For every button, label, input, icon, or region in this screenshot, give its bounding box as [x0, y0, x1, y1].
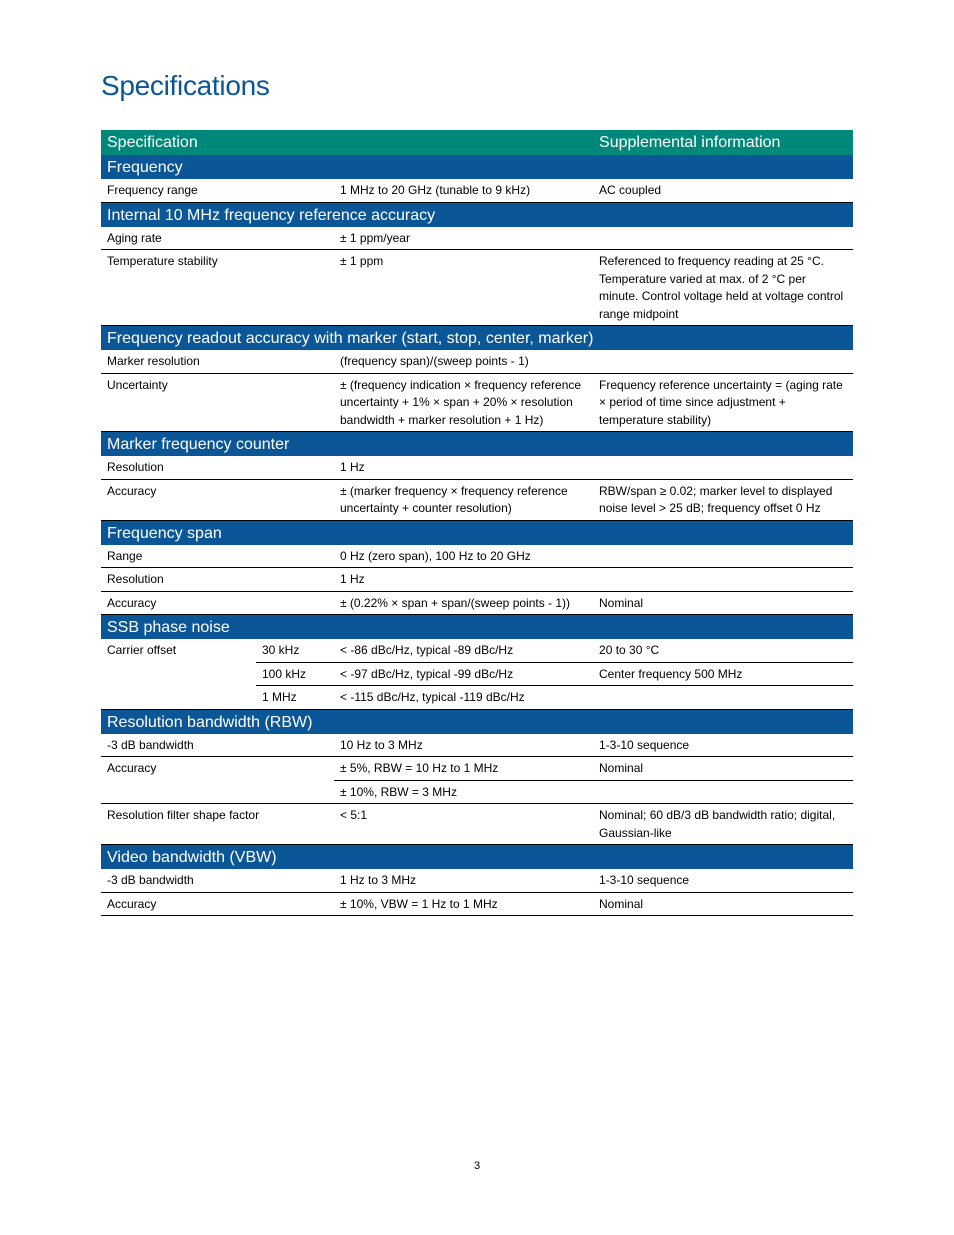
page-title: Specifications: [101, 70, 270, 101]
table-row: [101, 568, 853, 592]
row-label: Accuracy: [101, 591, 334, 615]
table-row: [101, 373, 853, 432]
section-header: [101, 845, 853, 870]
row-label: Temperature stability: [101, 250, 334, 326]
row-value: 10 Hz to 3 MHz: [334, 734, 593, 757]
row-note: Nominal: [593, 591, 853, 615]
row-note: RBW/span ≥ 0.02; marker level to displayed noise level > 25 dB; frequency offset 0 Hz: [593, 479, 853, 520]
row-label: Frequency range: [101, 179, 334, 202]
row-note: Nominal: [593, 892, 853, 916]
row-note: 20 to 30 °C: [593, 639, 853, 662]
row-label: Resolution filter shape factor: [101, 804, 334, 845]
row-value: ± (marker frequency × frequency reference uncertainty + counter resolution): [334, 479, 593, 520]
section-title-vbw: Video bandwidth (VBW): [101, 845, 853, 870]
row-value: 1 Hz: [334, 568, 593, 592]
row-label: Accuracy: [101, 757, 334, 804]
table-row: [101, 869, 853, 892]
row-note: 1-3-10 sequence: [593, 869, 853, 892]
row-note: AC coupled: [593, 179, 853, 202]
table-row: [101, 734, 853, 757]
table-row: [101, 591, 853, 615]
header-supplemental-information: Supplemental information: [593, 130, 853, 155]
row-label: Uncertainty: [101, 373, 334, 432]
header-specification: Specification: [101, 130, 593, 155]
table-row: [101, 456, 853, 479]
row-note: [593, 456, 853, 479]
row-value: < -86 dBc/Hz, typical -89 dBc/Hz: [334, 639, 593, 662]
table-row: [101, 892, 853, 916]
row-note: Referenced to frequency reading at 25 °C. Temperature varied at max. of 2 °C per minute. Control voltage held at voltage control range midpoint: [593, 250, 853, 326]
table-row: [101, 545, 853, 568]
row-label: Range: [101, 545, 334, 568]
section-header: [101, 202, 853, 227]
row-note: [593, 227, 853, 250]
row-value: ± 10%, RBW = 3 MHz: [334, 780, 593, 804]
row-label: Marker resolution: [101, 350, 334, 373]
row-offset: 1 MHz: [256, 686, 334, 710]
row-label: Resolution: [101, 568, 334, 592]
row-value: < -97 dBc/Hz, typical -99 dBc/Hz: [334, 662, 593, 686]
row-value: ± 10%, VBW = 1 Hz to 1 MHz: [334, 892, 593, 916]
section-header: [101, 520, 853, 545]
section-header: [101, 326, 853, 351]
row-value: ± 1 ppm/year: [334, 227, 593, 250]
row-note: Nominal; 60 dB/3 dB bandwidth ratio; digital, Gaussian-like: [593, 804, 853, 845]
row-value: ± 1 ppm: [334, 250, 593, 326]
row-label: Accuracy: [101, 479, 334, 520]
row-note: [593, 350, 853, 373]
row-offset: 30 kHz: [256, 639, 334, 662]
row-value: 1 Hz to 3 MHz: [334, 869, 593, 892]
row-label: -3 dB bandwidth: [101, 734, 334, 757]
row-note: [593, 568, 853, 592]
row-value: ± (frequency indication × frequency reference uncertainty + 1% × span + 20% × resolution bandwidth + marker resolution + 1 Hz): [334, 373, 593, 432]
row-value: 1 MHz to 20 GHz (tunable to 9 kHz): [334, 179, 593, 202]
section-header: [101, 155, 853, 179]
row-note: [593, 545, 853, 568]
row-value: 0 Hz (zero span), 100 Hz to 20 GHz: [334, 545, 593, 568]
table-row: [101, 479, 853, 520]
table-row: [101, 250, 853, 326]
specifications-table: [101, 130, 853, 916]
row-label: Accuracy: [101, 892, 334, 916]
section-title-phase-noise: SSB phase noise: [101, 615, 853, 640]
section-header: [101, 615, 853, 640]
table-header-row: [101, 130, 853, 155]
row-note: 1-3-10 sequence: [593, 734, 853, 757]
row-note: Center frequency 500 MHz: [593, 662, 853, 686]
section-title-frequency: Frequency: [101, 155, 853, 179]
section-header: [101, 709, 853, 734]
table-row: [101, 179, 853, 202]
row-label: Resolution: [101, 456, 334, 479]
row-label: -3 dB bandwidth: [101, 869, 334, 892]
row-note: Frequency reference uncertainty = (aging rate × period of time since adjustment + temperature stability): [593, 373, 853, 432]
specifications-table-wrapper: [101, 130, 853, 916]
row-value: ± (0.22% × span + span/(sweep points - 1)): [334, 591, 593, 615]
row-value: ± 5%, RBW = 10 Hz to 1 MHz: [334, 757, 593, 781]
table-row: [101, 757, 853, 781]
section-title-reference-accuracy: Internal 10 MHz frequency reference accuracy: [101, 202, 853, 227]
row-note: [593, 780, 853, 804]
section-header: [101, 432, 853, 457]
row-value: < -115 dBc/Hz, typical -119 dBc/Hz: [334, 686, 593, 710]
table-row: [101, 227, 853, 250]
row-value: (frequency span)/(sweep points - 1): [334, 350, 593, 373]
section-title-readout-accuracy: Frequency readout accuracy with marker (start, stop, center, marker): [101, 326, 853, 351]
table-row: [101, 350, 853, 373]
row-label-carrier-offset: Carrier offset: [101, 639, 256, 709]
row-note: [593, 686, 853, 710]
row-note: Nominal: [593, 757, 853, 781]
row-value: 1 Hz: [334, 456, 593, 479]
table-row: [101, 804, 853, 845]
row-offset: 100 kHz: [256, 662, 334, 686]
row-value: < 5:1: [334, 804, 593, 845]
section-title-marker-counter: Marker frequency counter: [101, 432, 853, 457]
row-label: Aging rate: [101, 227, 334, 250]
section-title-frequency-span: Frequency span: [101, 520, 853, 545]
page-number: 3: [473, 1160, 481, 1172]
section-title-rbw: Resolution bandwidth (RBW): [101, 709, 853, 734]
table-row: [101, 639, 853, 662]
